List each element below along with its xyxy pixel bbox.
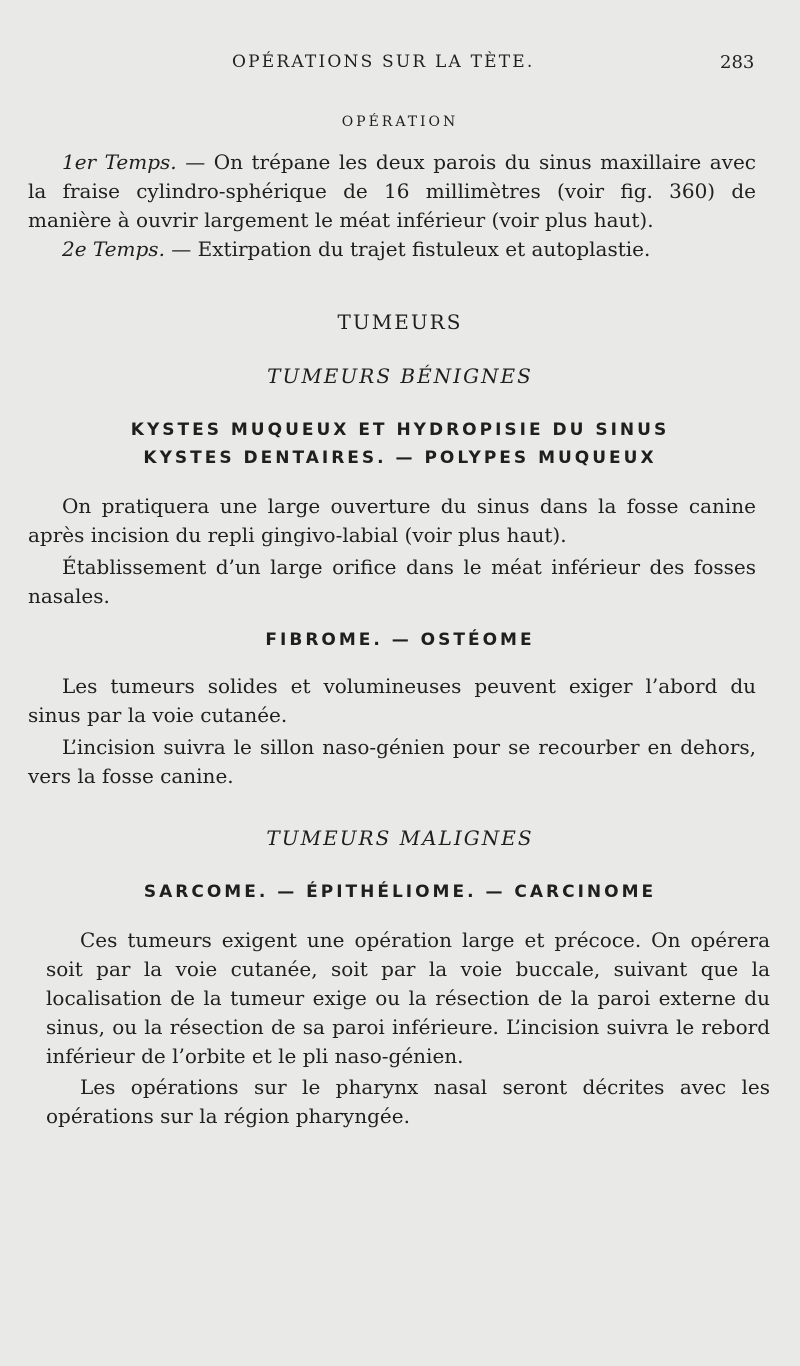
step-2-text: — Extirpation du trajet fistuleux et autoplastie. [171,237,651,261]
heading-kystes-line-1: KYSTES MUQUEUX ET HYDROPISIE DU SINUS [130,420,670,440]
step-2-paragraph [28,235,756,264]
heading-tumeurs-benignes: TUMEURS BÉNIGNES [267,364,533,388]
heading-sarcome: SARCOME. — ÉPITHÉLIOME. — CARCINOME [143,882,657,902]
heading-kystes-line-2: KYSTES DENTAIRES. — POLYPES MUQUEUX [143,448,657,468]
paragraph-pharynx-nasal-text: Les opérations sur le pharynx nasal seront décrites avec les opérations sur la région pharyngée. [46,1075,770,1128]
running-header [0,52,800,82]
heading-kystes [0,416,800,472]
step-1-label: 1er Temps. [62,150,177,174]
paragraph-orifice-meat [28,553,756,611]
paragraph-operation-large [46,926,770,1071]
step-1-paragraph [28,148,756,235]
paragraph-pharynx-nasal [46,1073,770,1131]
step-2-label: 2e Temps. [62,237,165,261]
paragraph-ouverture-sinus [28,492,756,550]
paragraph-incision-sillon-text: L’incision suivra le sillon naso-génien pour se recourber en dehors, vers la fosse canine. [28,735,756,788]
paragraph-incision-sillon [28,733,756,791]
heading-fibrome-osteome: FIBROME. — OSTÉOME [265,630,535,650]
heading-tumeurs: TUMEURS [337,310,463,334]
paragraph-orifice-meat-text: Établissement d’un large orifice dans le méat inférieur des fosses nasales. [28,555,756,608]
paragraph-ouverture-sinus-text: On pratiquera une large ouverture du sinus dans la fosse canine après incision du repli gingivo-labial (voir plus haut). [28,494,756,547]
paragraph-operation-large-text: Ces tumeurs exigent une opération large et précoce. On opérera soit par la voie cutanée, soit par la voie buccale, suivant que la localisation de la tumeur exige ou la résection de la paroi externe du sinus, ou la résection de sa paroi inférieure. L’incision suivra le rebord inférieur de l’orbite et le pli naso-génien. [46,928,770,1068]
section-label-operation: OPÉRATION [341,114,459,130]
running-title: OPÉRATIONS SUR LA TÈTE. [232,52,535,72]
paragraph-tumeurs-solides-text: Les tumeurs solides et volumineuses peuvent exiger l’abord du sinus par la voie cutanée. [28,674,756,727]
page-number: 283 [720,52,755,73]
heading-tumeurs-malignes: TUMEURS MALIGNES [266,826,534,850]
step-1-text: — On trépane les deux parois du sinus maxillaire avec la fraise cylindro-sphérique de 16 millimètres (voir fig. 360) de manière à ouvrir largement le méat inférieur (voir plus haut). [28,150,757,232]
paragraph-tumeurs-solides [28,672,756,730]
